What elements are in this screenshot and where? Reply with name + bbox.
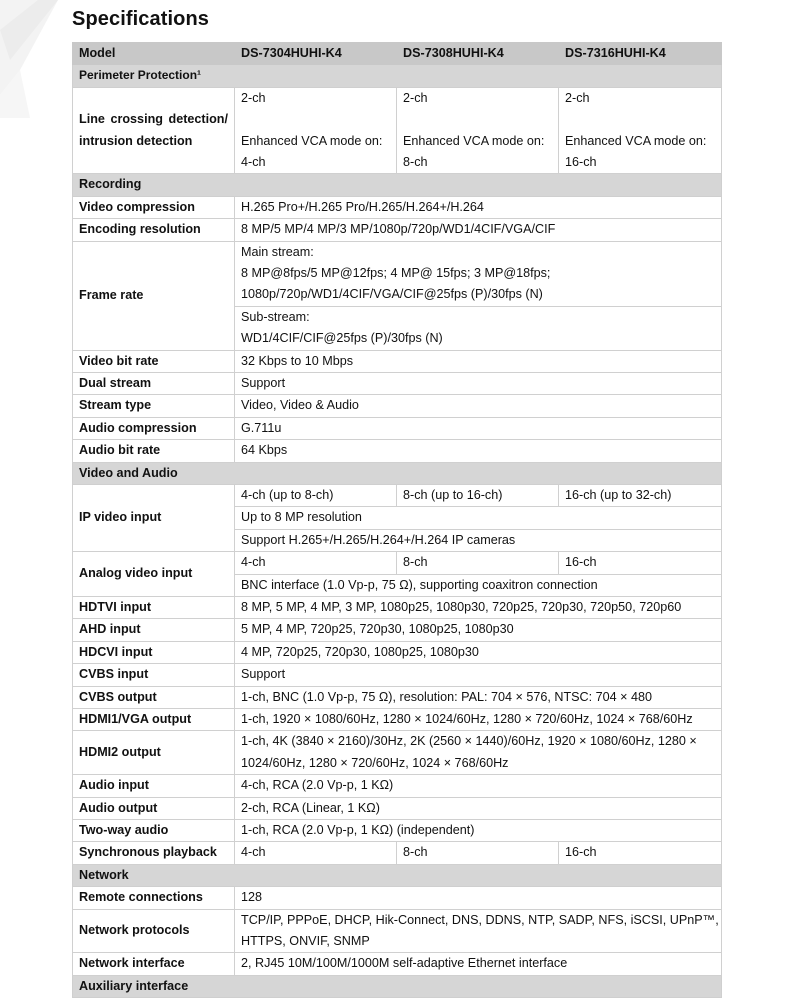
row-label: Video compression [73,196,235,218]
table-row [73,372,722,394]
value-line: 2-ch [403,90,428,105]
row-value [235,731,722,775]
row-value [235,241,722,306]
table-row [73,887,722,909]
row-value: Support [235,664,722,686]
row-value: 32 Kbps to 10 Mbps [235,350,722,372]
value-line: Enhanced VCA mode on: [403,133,545,148]
row-label: Dual stream [73,372,235,394]
row-label: Two-way audio [73,820,235,842]
row-label: Audio compression [73,417,235,439]
row-value: 8 MP/5 MP/4 MP/3 MP/1080p/720p/WD1/4CIF/VGA/CIF [235,219,722,241]
row-value: Support H.265+/H.265/H.264+/H.264 IP cameras [235,529,722,551]
row-value: 4-ch [235,552,397,574]
row-value [235,306,722,350]
table-row [73,664,722,686]
table-row [73,797,722,819]
table-row [73,686,722,708]
row-value: 2, RJ45 10M/100M/1000M self-adaptive Ethernet interface [235,953,722,975]
table-row [73,731,722,775]
table-row [73,87,722,174]
header-model-2: DS-7308HUHI-K4 [397,43,559,65]
row-label: Audio input [73,775,235,797]
row-value [397,87,559,174]
row-value: 8 MP, 5 MP, 4 MP, 3 MP, 1080p25, 1080p30, 720p25, 720p30, 720p50, 720p60 [235,597,722,619]
row-label: CVBS input [73,664,235,686]
row-value: 64 Kbps [235,440,722,462]
section-row-auxiliary [73,975,722,997]
row-value: 16-ch [559,552,722,574]
value-line: Main stream: [241,244,314,259]
row-value: Support [235,372,722,394]
row-label: Stream type [73,395,235,417]
value-line [241,109,390,130]
table-row [73,909,722,953]
table-row [73,219,722,241]
row-value: 128 [235,887,722,909]
table-row [73,709,722,731]
row-value: 4 MP, 720p25, 720p30, 1080p25, 1080p30 [235,641,722,663]
row-value: 4-ch, RCA (2.0 Vp-p, 1 KΩ) [235,775,722,797]
row-label: HDTVI input [73,597,235,619]
section-row-network [73,864,722,886]
value-line [403,109,552,130]
section-title: Auxiliary interface [73,975,722,997]
row-label: CVBS output [73,686,235,708]
table-row [73,350,722,372]
value-line: 8-ch [403,154,428,169]
row-value: H.265 Pro+/H.265 Pro/H.265/H.264+/H.264 [235,196,722,218]
value-line: 8 MP@8fps/5 MP@12fps; 4 MP@ 15fps; 3 MP@18fps; [241,265,551,280]
value-line: Enhanced VCA mode on: [565,133,707,148]
section-row-video-audio [73,462,722,484]
row-value: 1-ch, RCA (2.0 Vp-p, 1 KΩ) (independent) [235,820,722,842]
row-label: Analog video input [73,552,235,597]
row-label: Frame rate [73,241,235,350]
row-label [73,87,235,174]
row-label: HDMI1/VGA output [73,709,235,731]
row-label: Network interface [73,953,235,975]
row-label: HDCVI input [73,641,235,663]
row-label: Synchronous playback [73,842,235,864]
section-title: Network [73,864,722,886]
table-row [73,597,722,619]
label-line: Line crossing detection/ [79,112,228,127]
value-line: 1-ch, 4K (3840 × 2160)/30Hz, 2K (2560 × 1440)/60Hz, 1920 × 1080/60Hz, 1280 × [241,734,697,749]
row-value: 8-ch [397,842,559,864]
row-value: 2-ch, RCA (Linear, 1 KΩ) [235,797,722,819]
table-row [73,842,722,864]
header-model-3: DS-7316HUHI-K4 [559,43,722,65]
row-label: IP video input [73,484,235,551]
table-row [73,484,722,506]
row-label: Network protocols [73,909,235,953]
value-line: HTTPS, ONVIF, SNMP [241,934,370,949]
row-value: BNC interface (1.0 Vp-p, 75 Ω), supporting coaxitron connection [235,574,722,596]
value-line: TCP/IP, PPPoE, DHCP, Hik-Connect, DNS, DDNS, NTP, SADP, NFS, iSCSI, UPnP™, [241,912,719,927]
section-row-perimeter [73,65,722,87]
value-line: 2-ch [241,90,266,105]
value-line: 4-ch [241,154,266,169]
value-line: Sub-stream: [241,309,310,324]
row-label: Audio output [73,797,235,819]
row-label: Video bit rate [73,350,235,372]
value-line: 1080p/720p/WD1/4CIF/VGA/CIF@25fps (P)/30fps (N) [241,287,543,302]
table-header-row [73,43,722,65]
section-title: Recording [73,174,722,196]
row-value [235,909,722,953]
row-label: HDMI2 output [73,731,235,775]
row-value: 1-ch, BNC (1.0 Vp-p, 75 Ω), resolution: PAL: 704 × 576, NTSC: 704 × 480 [235,686,722,708]
header-model: Model [73,43,235,65]
row-value: 8-ch [397,552,559,574]
table-row [73,196,722,218]
row-value: 5 MP, 4 MP, 720p25, 720p30, 1080p25, 1080p30 [235,619,722,641]
table-row [73,641,722,663]
table-row [73,241,722,306]
table-row [73,820,722,842]
row-value: Video, Video & Audio [235,395,722,417]
row-value: G.711u [235,417,722,439]
value-line: 16-ch [565,154,597,169]
section-title: Perimeter Protection¹ [73,65,722,87]
table-row [73,953,722,975]
row-value: 16-ch (up to 32-ch) [559,484,722,506]
value-line: Enhanced VCA mode on: [241,133,383,148]
specifications-table [72,42,722,998]
row-value: 1-ch, 1920 × 1080/60Hz, 1280 × 1024/60Hz, 1280 × 720/60Hz, 1024 × 768/60Hz [235,709,722,731]
table-row [73,552,722,574]
table-row [73,619,722,641]
row-label: Audio bit rate [73,440,235,462]
row-label: AHD input [73,619,235,641]
row-value: 8-ch (up to 16-ch) [397,484,559,506]
page-title: Specifications [72,8,209,30]
value-line: WD1/4CIF/CIF@25fps (P)/30fps (N) [241,331,443,346]
row-value: Up to 8 MP resolution [235,507,722,529]
row-value: 4-ch [235,842,397,864]
row-value [559,87,722,174]
value-line [565,109,715,130]
label-line: intrusion detection [79,133,193,148]
section-title: Video and Audio [73,462,722,484]
header-model-1: DS-7304HUHI-K4 [235,43,397,65]
value-line: 1024/60Hz, 1280 × 720/60Hz, 1024 × 768/60Hz [241,755,509,770]
row-label: Remote connections [73,887,235,909]
table-row [73,395,722,417]
section-row-recording [73,174,722,196]
table-row [73,775,722,797]
value-line: 2-ch [565,90,590,105]
row-value: 16-ch [559,842,722,864]
row-value [235,87,397,174]
decorative-watermark-shape [0,0,70,120]
row-value: 4-ch (up to 8-ch) [235,484,397,506]
table-row [73,417,722,439]
table-row [73,440,722,462]
row-label: Encoding resolution [73,219,235,241]
